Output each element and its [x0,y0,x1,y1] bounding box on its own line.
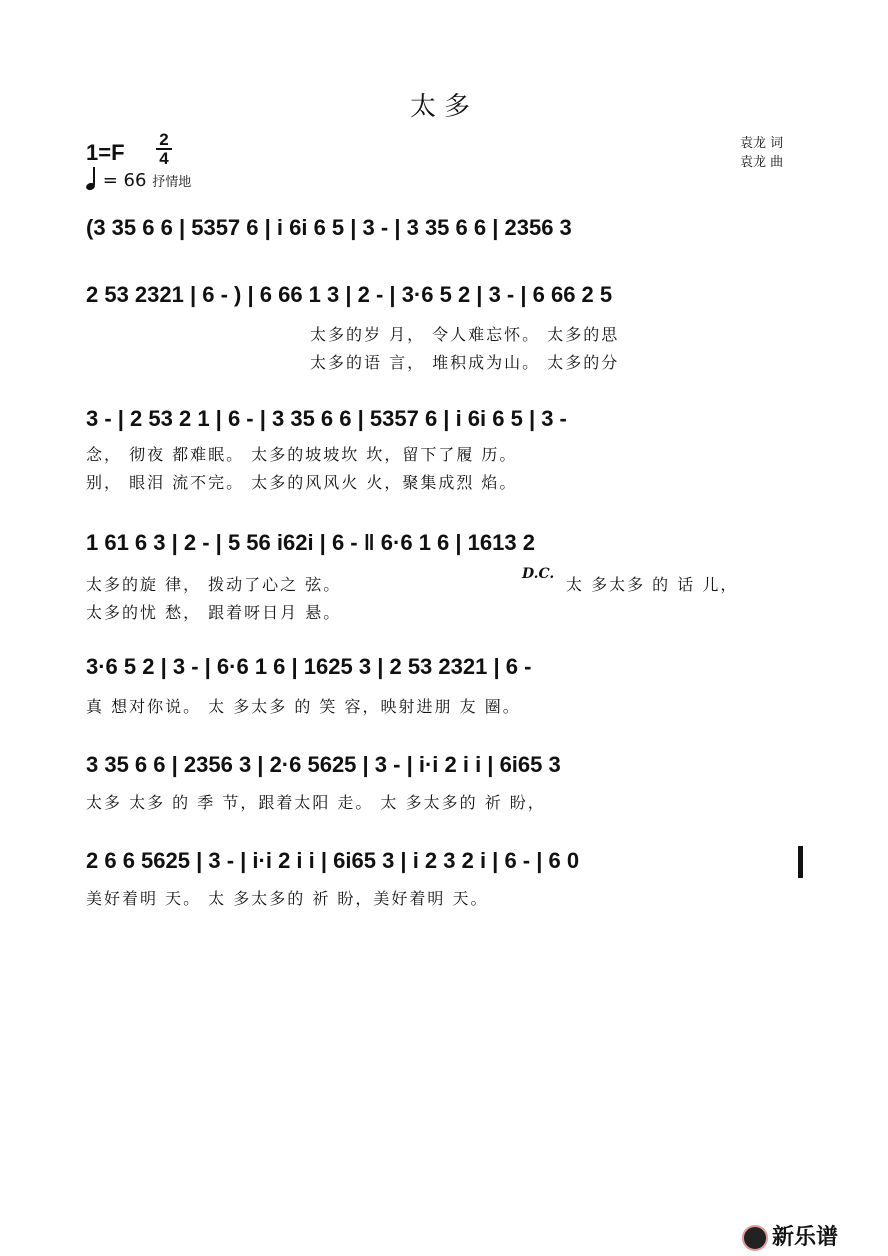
lyric-row-4-refrain: 太 多太多 的 话 儿， [566,575,739,594]
credits [740,134,783,172]
lyric-row-2-verse-1: 太多的岁 月， 令人难忘怀。 太多的思 [310,325,620,344]
site-logo-text: 新乐谱 [772,1225,839,1250]
lyric-row-4-verse-1: 太多的旋 律， 拨动了心之 弦。 [86,575,342,594]
lyricist-credit: 袁龙 词 [740,136,784,151]
score-row-4: 1 61 6 3 | 2 - | 5 56 i62i | 6 - ‖ 6·6 1 6 | 1613 2 [86,530,535,555]
lyric-row-3-verse-2: 别， 眼泪 流不完。 太多的风风火 火，聚集成烈 焰。 [86,473,518,492]
tempo-expression: 抒情地 [152,175,192,190]
site-logo [742,1220,838,1251]
score-row-3: 3 - | 2 53 2 1 | 6 - | 3 35 6 6 | 5357 6 | i 6i 6 5 | 3 - [86,406,567,431]
lyric-row-2-verse-2: 太多的语 言， 堆积成为山。 太多的分 [310,353,620,372]
final-barline [798,846,803,878]
composer-credit: 袁龙 曲 [740,155,784,170]
lyric-row-4-verse-2: 太多的忧 愁， 跟着呀日月 悬。 [86,603,342,622]
time-signature [156,132,172,166]
tempo-marking [86,168,191,191]
score-row-6: 3 35 6 6 | 2356 3 | 2·6 5625 | 3 - | i·i 2 i i | 6i65 3 [86,752,561,777]
time-numerator: 2 [159,130,169,149]
score-row-5: 3·6 5 2 | 3 - | 6·6 1 6 | 1625 3 | 2 53 2321 | 6 - [86,654,532,679]
score-row-2: 2 53 2321 | 6 - ) | 6 66 1 3 | 2 - | 3·6 5 2 | 3 - | 6 66 2 5 [86,282,613,307]
key-signature: 1=F [86,140,125,165]
lyric-row-5: 真 想对你说。 太 多太多 的 笑 容，映射进朋 友 圈。 [86,697,521,716]
lyric-row-3-verse-1: 念， 彻夜 都难眠。 太多的坡坡坎 坎，留下了履 历。 [86,445,518,464]
da-capo-marking: D.C. [522,566,555,582]
record-disc-icon [742,1225,768,1251]
tempo-bpm: = 66 [102,170,147,191]
lyric-row-6: 太多 太多 的 季 节，跟着太阳 走。 太 多太多的 祈 盼， [86,793,546,812]
lyric-row-7: 美好着明 天。 太 多太多的 祈 盼，美好着明 天。 [86,889,489,908]
quarter-note-icon [86,170,97,191]
score-row-1: (3 35 6 6 | 5357 6 | i 6i 6 5 | 3 - | 3 35 6 6 | 2356 3 [86,215,572,240]
score-row-7: 2 6 6 5625 | 3 - | i·i 2 i i | 6i65 3 | i 2 3 2 i | 6 - | 6 0 [86,848,580,873]
time-denominator: 4 [159,149,169,168]
song-title: 太多 [409,92,478,122]
